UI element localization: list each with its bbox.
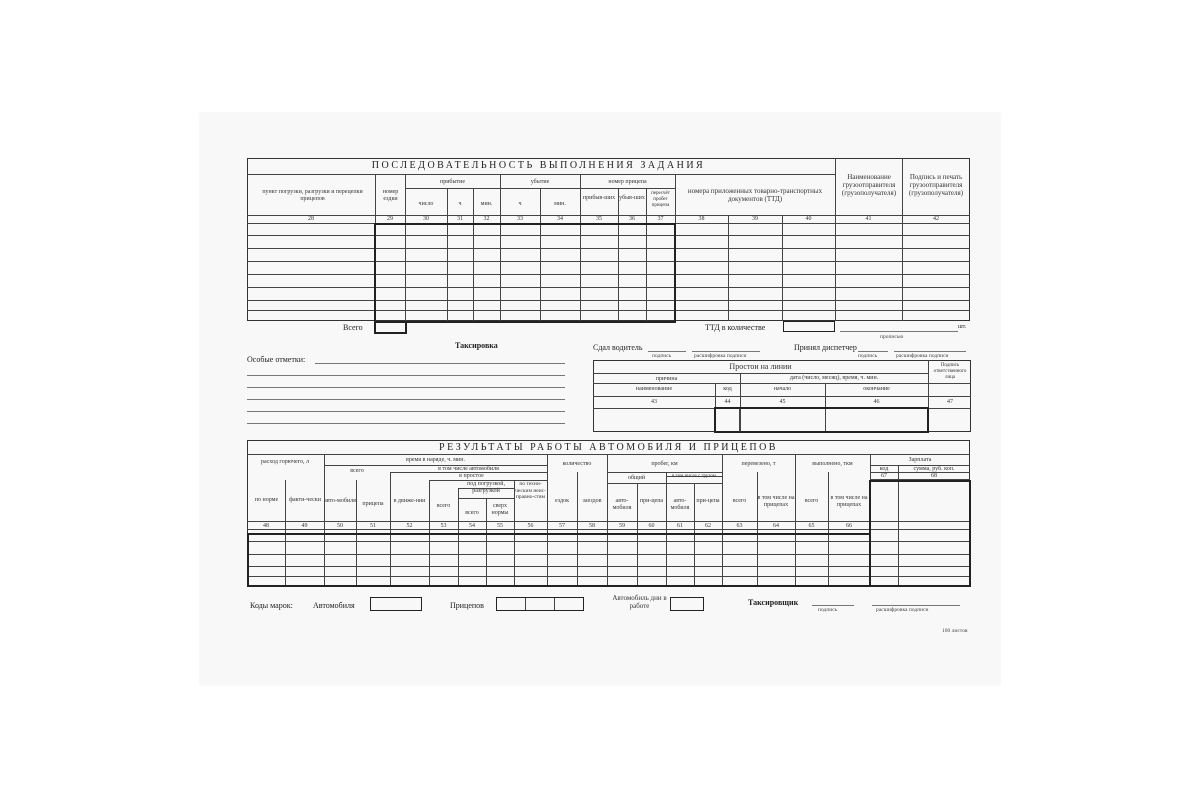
task-title: ПОСЛЕДОВАТЕЛЬНОСТЬ ВЫПОЛНЕНИЯ ЗАДАНИЯ: [371, 160, 706, 171]
leaving-label: убыв-ших: [619, 195, 645, 201]
mileage-label: пересчёт пробег прицепа: [651, 191, 670, 208]
taxer-label: Таксировщик: [748, 598, 799, 607]
days-box[interactable]: [670, 597, 704, 611]
arriving-label: прибыв-ших: [582, 195, 616, 201]
results-title: РЕЗУЛЬТАТЫ РАБОТЫ АВТОМОБИЛЯ И ПРИЦЕПОВ: [439, 442, 778, 453]
dispatcher-label: Принял диспетчер: [794, 343, 857, 352]
col-point-label: пункт погрузки, разгрузки и перецепки прицепов: [262, 189, 363, 202]
idle-title: Простои на линии: [729, 362, 792, 371]
date-label: число: [418, 201, 434, 207]
hour-d-label: ч: [518, 201, 522, 207]
results-body: [247, 533, 871, 587]
taxation-heading: Таксировка: [455, 341, 498, 350]
ttd-count-box[interactable]: [783, 321, 835, 332]
min-d-label: мин.: [554, 201, 566, 207]
arrival-label: прибытие: [439, 179, 465, 185]
special-marks-label: Особые отметки:: [247, 355, 306, 364]
ttd-docs-label: номера приложенных товарно-транспортных документов (ТТД): [687, 187, 823, 203]
marks-label: Коды марок:: [250, 601, 293, 610]
driver-label: Сдал водитель: [593, 343, 643, 352]
trailer-no-label: номер прицепа: [608, 179, 647, 185]
hour-a-label: ч: [458, 201, 462, 207]
ttd-count-label: ТТД в количестве: [705, 323, 766, 332]
min-a-label: мин.: [480, 201, 493, 207]
car-code-box[interactable]: [370, 597, 422, 611]
sheet-count: 100 листов: [942, 628, 968, 634]
trailer-code-box[interactable]: [496, 597, 584, 611]
trip-block: [374, 223, 676, 323]
departure-label: убытие: [530, 179, 550, 185]
signature-label: Подпись и печать грузоотправителя (грузополучателя): [908, 173, 964, 197]
total-label: Всего: [343, 323, 363, 332]
form-sheet: ПОСЛЕДОВАТЕЛЬНОСТЬ ВЫПОЛНЕНИЯ ЗАДАНИЯ пункт погрузки, разгрузки и перецепки прицепов номер ездки прибытие убытие номер прицепа число ч мин. ч мин. прибыв-ших убыв-ших пересчёт пробег прицепа номера приложенных товарно-транспортных документов (ТТД) Наименование грузоотправителя (грузополучателя) Подпись и печать грузоотправителя (грузополучателя) 28 29 30 31 32 33 34 35 36 37 38 39 40 41 42 Всего ТТД в количестве прописью шт. Таксировка Особые отметки: Сдал водитель подпись расшифровка подписи Принял диспетчер подпись расшифровка подписи Простои на линии причина дата (число, месяц), время, ч. мин. наименование код начало окончание Подпись ответственного лица 43 44 45 46 47 РЕЗУЛЬТАТЫ РАБОТЫ АВТОМОБИЛЯ И ПРИЦЕПОВ расход горючего, л по норме факти-чески время в наряде, ч. мин. всего в том числе автомобиля авто-мобиля прицепа в движе-нии в простое всего под погрузкой, разгрузкой всего сверх нормы по техни-ческим неис-правно-стям количество ездок заездов пробег, км общий в том числе с грузом авто-мобиля при-цепа авто-мобиля при-цепа перевезено, т всего в том числе на прицепах выполнено, ткм всего в том числе на прицепах Зарплата код сумма, руб. коп. 67 68 48 49 50 51 52 53 54 55 56 57 58 59 60 61 62 63 64 65 66 Коды марок: Автомобиля Прицепов Автомобиль дни в работе Таксировщик подпись расшифровка подписи 100 листов: [200, 113, 1000, 685]
col-trip-label: номер ездки: [382, 189, 399, 202]
shipper-label: Наименование грузоотправителя (грузополучателя): [841, 173, 897, 197]
